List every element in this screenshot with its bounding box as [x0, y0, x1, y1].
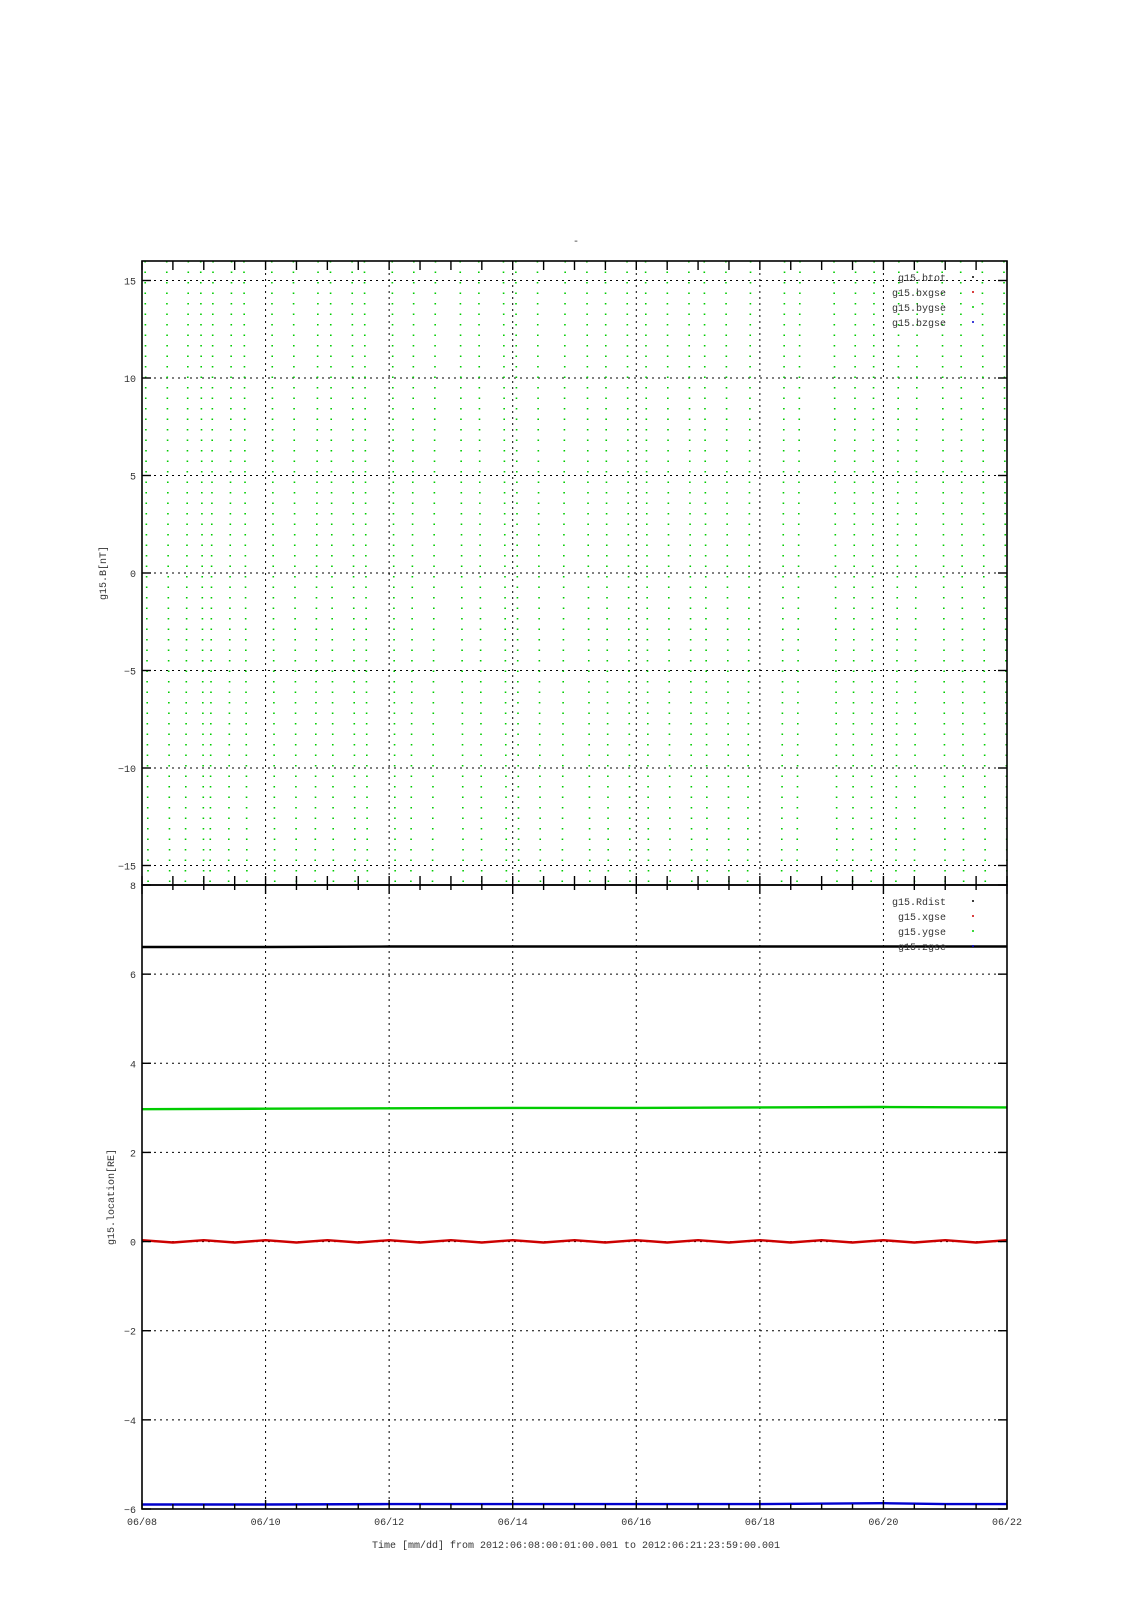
legend-marker	[972, 306, 974, 308]
y-tick-label: 4	[129, 1060, 136, 1072]
y-tick-label: 2	[129, 1149, 136, 1161]
x-tick-label: 06/20	[868, 1518, 899, 1529]
legend-label: g15.bxgse	[891, 289, 946, 300]
y-tick-label: 5	[129, 472, 136, 484]
y-tick-label: −10	[117, 765, 136, 776]
legend-marker	[972, 945, 974, 947]
y-tick-label: −6	[123, 1506, 136, 1517]
x-tick-label: 06/12	[374, 1518, 405, 1529]
legend-marker	[972, 291, 974, 293]
y-tick-label: 8	[129, 882, 136, 893]
y-tick-label: 10	[123, 375, 136, 386]
legend-marker	[972, 276, 974, 278]
legend-marker	[972, 915, 974, 917]
legend-label: g15.xgse	[897, 913, 946, 924]
y-tick-label: −5	[123, 667, 136, 679]
y-axis-label: g15.B[nT]	[99, 545, 110, 601]
y-axis-label: g15.location[RE]	[107, 1148, 118, 1246]
legend-marker	[972, 930, 974, 932]
legend-marker	[972, 321, 974, 323]
figure-title: -	[572, 237, 580, 248]
legend-marker	[972, 900, 974, 902]
x-tick-label: 06/08	[126, 1518, 158, 1529]
y-tick-label: −15	[117, 862, 136, 874]
legend-label: g15.Rdist	[891, 898, 946, 909]
legend-label: g15.ygse	[897, 928, 946, 939]
legend-label: g15.bygse	[891, 304, 946, 315]
x-tick-label: 06/18	[744, 1518, 775, 1529]
y-tick-label: 15	[123, 277, 136, 289]
x-axis-label: Time [mm/dd] from 2012:06:08:00:01:00.001 to 2012:06:21:23:59:00.001	[371, 1541, 781, 1552]
y-tick-label: 6	[129, 971, 136, 983]
y-tick-label: 0	[129, 1238, 136, 1250]
x-tick-label: 06/10	[250, 1518, 281, 1529]
y-tick-label: −2	[123, 1327, 136, 1339]
x-tick-label: 06/22	[991, 1518, 1023, 1529]
x-tick-label: 06/14	[497, 1518, 528, 1529]
y-tick-label: −4	[123, 1416, 136, 1428]
series-line-g15.Rdist	[142, 947, 1007, 948]
legend-label: g15.btot	[897, 274, 946, 285]
y-tick-label: 0	[129, 570, 136, 581]
legend-label: g15.zgse	[897, 943, 946, 954]
x-tick-label: 06/16	[621, 1518, 652, 1529]
legend-label: g15.bzgse	[891, 319, 946, 330]
